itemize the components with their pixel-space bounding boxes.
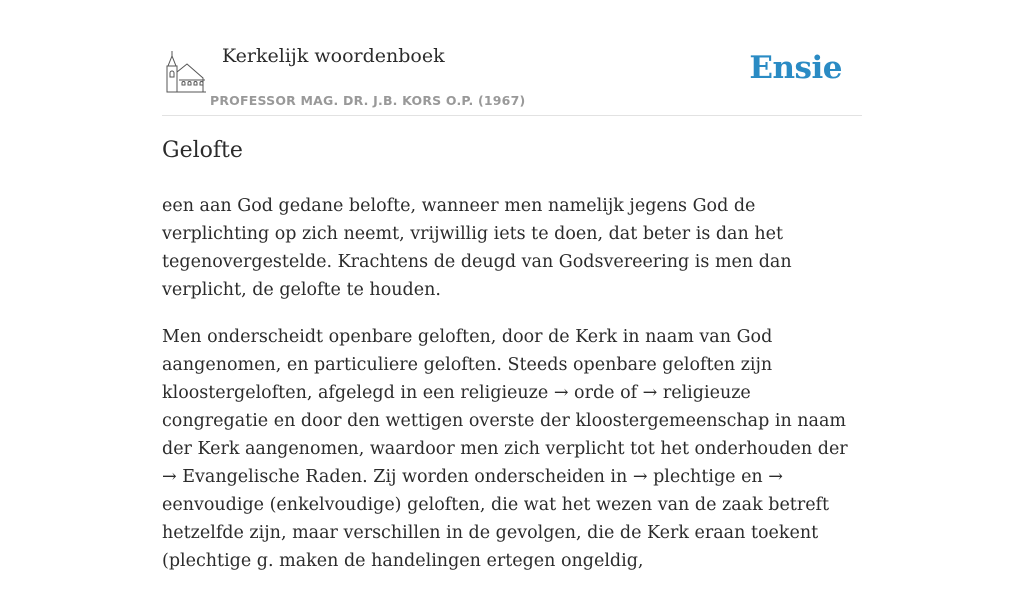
- text-span: (enkelvoudige) geloften, die wat het wezen van de zaak betreft hetzelfde zijn, maar verschillen in de gevolgen, die de Kerk eraan toekent (plechtige g. maken de handelingen ertegen ongeldig,: [162, 495, 830, 571]
- article-page: [162, 0, 862, 571]
- xref-link-evangelische-raden[interactable]: → Evangelische Raden: [162, 467, 363, 487]
- xref-link-eenvoudige[interactable]: → eenvoudige: [162, 467, 783, 515]
- paragraph-1: een aan God gedane belofte, wanneer men namelijk jegens God de verplichting op zich neemt, vrijwillig iets te doen, dat beter is dan het tegenovergestelde. Krachtens de deugd van Godsvereering is men dan verplicht, de gelofte te houden.: [162, 196, 792, 300]
- text-span: en door den wettigen overste der kloostergemeenschap in naam der Kerk aangenomen, waardoor men zich verplicht tot het onderhouden der: [162, 411, 848, 459]
- text-span: en: [735, 467, 769, 487]
- text-span: of: [614, 383, 643, 403]
- ensie-logo-link[interactable]: Ensie: [749, 50, 842, 86]
- book-title[interactable]: Kerkelijk woordenboek: [222, 45, 445, 67]
- book-header: [162, 0, 862, 116]
- xref-link-plechtige[interactable]: → plechtige: [632, 467, 736, 487]
- text-span: Men onderscheidt openbare geloften, door de Kerk in naam van God aangenomen, en particuliere geloften. Steeds openbare geloften zijn kloostergeloften, afgelegd in een religieuze: [162, 327, 773, 403]
- entry-body: [162, 192, 862, 594]
- paragraph-2: [162, 323, 862, 575]
- text-span: . Zij worden onderscheiden in: [362, 467, 633, 487]
- entry-title: Gelofte: [162, 138, 243, 163]
- xref-link-orde[interactable]: → orde: [553, 383, 615, 403]
- church-icon: [165, 50, 207, 94]
- xref-link-religieuze-congregatie[interactable]: → religieuze congregatie: [162, 383, 751, 431]
- book-author[interactable]: PROFESSOR MAG. DR. J.B. KORS O.P. (1967): [210, 93, 526, 108]
